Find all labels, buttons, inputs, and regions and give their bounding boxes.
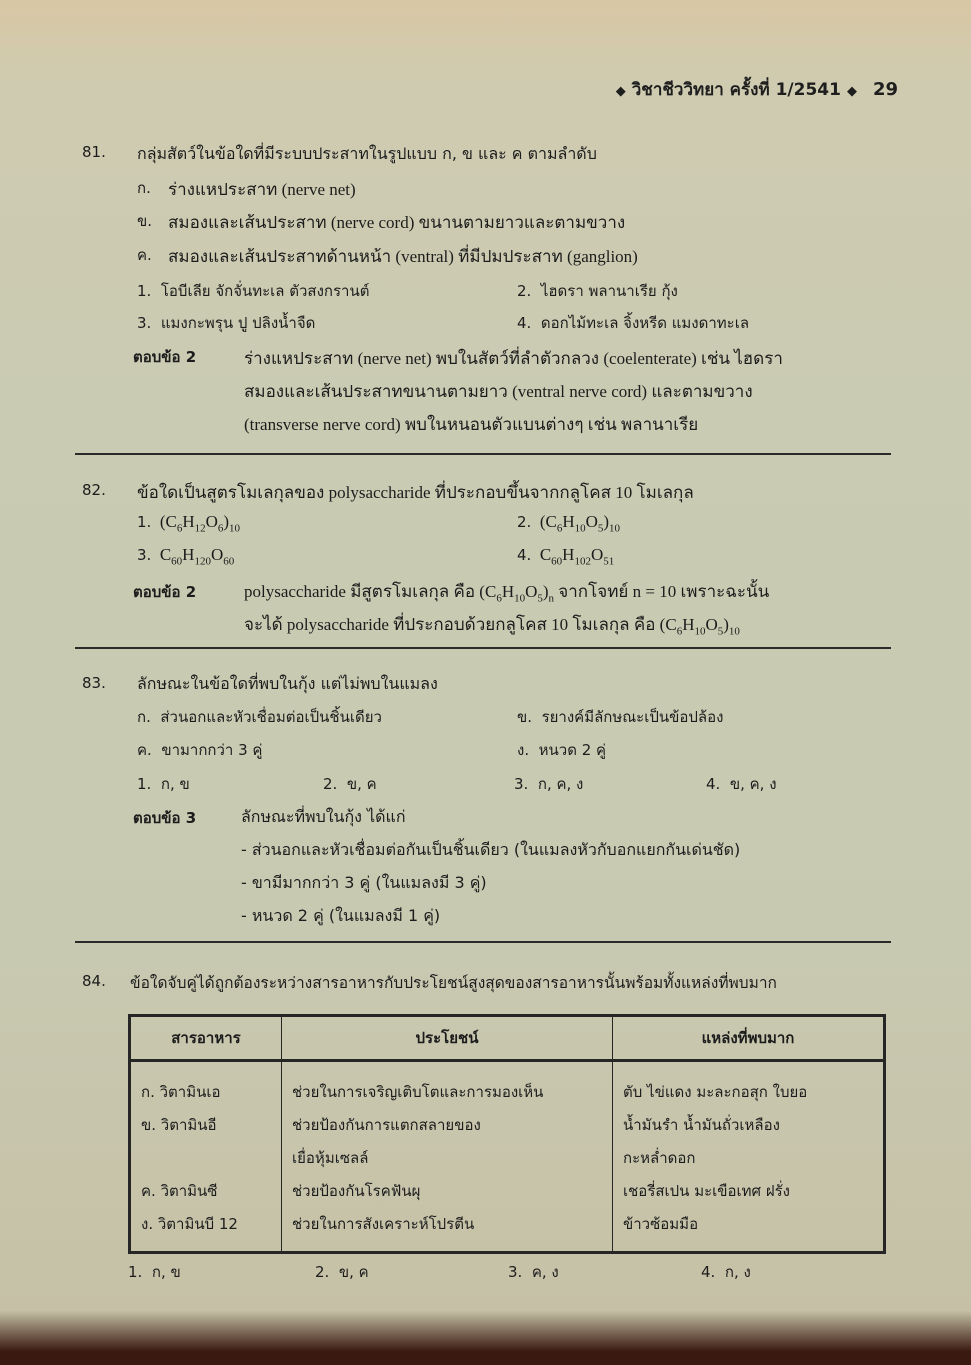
item-text: หนวด 2 คู่ [538, 741, 607, 759]
benefit-column [282, 1061, 613, 1253]
answer-label: ตอบข้อ 2 [133, 583, 197, 601]
answer-line: - ขามีมากกว่า 3 คู่ (ในแมลงมี 3 คู่) [241, 873, 487, 892]
choice-label: 4. [517, 314, 532, 332]
choice-text: ดอกไม้ทะเล จิ้งหรีด แมงดาทะเล [540, 314, 750, 332]
table-cell: ข. วิตามินอี [141, 1116, 217, 1134]
choice-label: 2. [517, 282, 532, 300]
item-text: สมองและเส้นประสาทด้านหน้า (ventral) ที่มีปมประสาท (ganglion) [168, 247, 638, 266]
item-text: ร่างแหประสาท (nerve net) [168, 180, 356, 199]
choice-text: ค, ง [531, 1263, 559, 1281]
choice-2: 2. $(C_6H_{10}O_5)_{10}$ [517, 512, 621, 535]
column-header: สารอาหาร [130, 1016, 282, 1061]
choice-text: ข, ค, ง [729, 775, 777, 793]
choice-text: ก, ค, ง [537, 775, 584, 793]
answer-line: polysaccharide มีสูตรโมเลกุล คือ $(C_6H_{10}O_5)_n$ จากโจทย์ n = 10 เพราะฉะนั้น [244, 582, 770, 605]
item-label: ข. [517, 708, 533, 726]
question-number: 84. [82, 972, 106, 990]
nutrient-table [128, 1014, 886, 1254]
choice-label: 3. [508, 1263, 523, 1281]
choice-label: 3. [514, 775, 529, 793]
item-label: ค. [137, 741, 152, 759]
page-number: 29 [872, 79, 898, 100]
choice-label: 4. [706, 775, 721, 793]
section-divider [75, 647, 891, 649]
choice-label: 1. [137, 775, 152, 793]
table-cell: ช่วยในการสังเคราะห์โปรตีน [292, 1215, 475, 1233]
column-header: ประโยชน์ [282, 1016, 613, 1061]
choice-text: ข, ค [338, 1263, 369, 1281]
table-cell [141, 1142, 271, 1175]
diamond-icon: ◆ [846, 84, 857, 99]
answer-line: - หนวด 2 คู่ (ในแมลงมี 1 คู่) [241, 906, 441, 925]
table-cell: ค. วิตามินซี [141, 1182, 218, 1200]
choice-1: 1. $(C_6H_{12}O_6)_{10}$ [137, 512, 241, 535]
item-text: รยางค์มีลักษณะเป็นข้อปล้อง [541, 708, 724, 726]
choice-3: 3. $C_{60}H_{120}O_{60}$ [137, 545, 235, 568]
item-text: ขามากกว่า 3 คู่ [161, 741, 263, 759]
question-stem: ข้อใดเป็นสูตรโมเลกุลของ polysaccharide ที่ประกอบขึ้นจากกลูโคส 10 โมเลกุล [137, 483, 694, 502]
section-divider [75, 453, 891, 455]
choice-text: โอบีเลีย จักจั่นทะเล ตัวสงกรานต์ [160, 282, 370, 300]
running-header [610, 76, 898, 103]
answer-line: (transverse nerve cord) พบในหนอนตัวแบนต่างๆ เช่น พลานาเรีย [244, 415, 699, 434]
question-stem: ลักษณะในข้อใดที่พบในกุ้ง แต่ไม่พบในแมลง [137, 674, 438, 693]
answer-label: ตอบข้อ 2 [133, 348, 197, 366]
table-cell: เยื่อหุ้มเซลล์ [292, 1149, 369, 1167]
choice-label: 4. [701, 1263, 716, 1281]
table-cell: เชอรี่สเปน มะเขือเทศ ฝรั่ง [623, 1182, 791, 1200]
question-number: 83. [82, 674, 106, 692]
choice-label: 1. [128, 1263, 143, 1281]
choice-label: 3. [137, 314, 152, 332]
question-stem: กลุ่มสัตว์ในข้อใดที่มีระบบประสาทในรูปแบบ ก, ข และ ค ตามลำดับ [137, 144, 597, 163]
column-header: แหล่งที่พบมาก [613, 1016, 885, 1061]
answer-line: จะได้ polysaccharide ที่ประกอบด้วยกลูโคส 10 โมเลกุล คือ $(C_6H_{10}O_5)_{10}$ [244, 615, 740, 638]
choice-4: 4. $C_{60}H_{102}O_{51}$ [517, 545, 615, 568]
choice-label: 2. [315, 1263, 330, 1281]
choice-text: ก, ง [724, 1263, 751, 1281]
diamond-icon: ◆ [615, 84, 626, 99]
choice-label: 1. [137, 282, 152, 300]
item-text: ส่วนอกและหัวเชื่อมต่อเป็นชิ้นเดียว [160, 708, 382, 726]
item-label: ก. [137, 179, 151, 197]
section-divider [75, 941, 891, 943]
question-number: 81. [82, 143, 106, 161]
table-cell: กะหล่ำดอก [623, 1149, 696, 1167]
answer-line: สมองและเส้นประสาทขนานตามยาว (ventral nerve cord) และตามขวาง [244, 382, 753, 401]
table-cell: ช่วยป้องกันการแตกสลายของ [292, 1116, 481, 1134]
answer-label: ตอบข้อ 3 [133, 809, 197, 827]
table-cell: ช่วยในการเจริญเติบโตและการมองเห็น [292, 1083, 544, 1101]
choice-text: ไฮดรา พลานาเรีย กุ้ง [540, 282, 678, 300]
item-label: ก. [137, 708, 151, 726]
header-subject: วิชาชีววิทยา ครั้งที่ 1/2541 [631, 80, 841, 100]
table-cell: ก. วิตามินเอ [141, 1083, 221, 1101]
table-cell: ข้าวซ้อมมือ [623, 1215, 699, 1233]
choice-text: แมงกะพรุน ปู ปลิงน้ำจืด [160, 314, 316, 332]
source-column [613, 1061, 885, 1253]
item-text: สมองและเส้นประสาท (nerve cord) ขนานตามยาวและตามขวาง [168, 213, 626, 232]
choice-label: 2. [323, 775, 338, 793]
table-cell: ช่วยป้องกันโรคฟันผุ [292, 1182, 421, 1200]
choice-text: ก, ข [151, 1263, 181, 1281]
question-number: 82. [82, 481, 106, 499]
answer-line: - ส่วนอกและหัวเชื่อมต่อกันเป็นชิ้นเดียว (ในแมลงหัวกับอกแยกกันเด่นชัด) [241, 840, 741, 859]
item-label: ง. [517, 741, 530, 759]
table-cell: น้ำมันรำ น้ำมันถั่วเหลือง [623, 1116, 780, 1134]
question-stem: ข้อใดจับคู่ได้ถูกต้องระหว่างสารอาหารกับประโยชน์สูงสุดของสารอาหารนั้นพร้อมทั้งแหล่งที่พบมาก [130, 974, 777, 992]
choice-text: ก, ข [160, 775, 190, 793]
item-label: ค. [137, 246, 152, 264]
table-cell: ตับ ไข่แดง มะละกอสุก ใบยอ [623, 1083, 808, 1101]
item-label: ข. [137, 212, 153, 230]
choice-text: ข, ค [346, 775, 377, 793]
answer-line: ลักษณะที่พบในกุ้ง ได้แก่ [241, 807, 406, 826]
nutrient-column [130, 1061, 282, 1253]
answer-line: ร่างแหประสาท (nerve net) พบในสัตว์ที่ลำตัวกลวง (coelenterate) เช่น ไฮดรา [244, 349, 783, 368]
table-cell: ง. วิตามินบี 12 [141, 1215, 238, 1233]
